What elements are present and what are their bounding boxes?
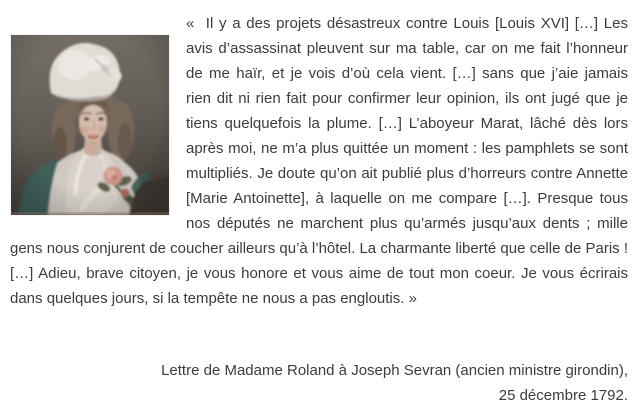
portrait-painting xyxy=(11,35,169,215)
attribution-date: 25 décembre 1792. xyxy=(498,387,628,404)
painting-vignette xyxy=(11,35,169,215)
attribution-source: Lettre de Madame Roland à Joseph Sevran (ancien ministre girondin), xyxy=(161,362,628,379)
canvas-bottom-edge xyxy=(11,212,169,215)
quote-text: « Il y a des projets désastreux contre Louis [Louis XVI] […] Les avis d’assassinat pleuvent sur ma table, car on me fait l’honneur de me haïr, et je vois d’où cela vient. […] sans que j’aie jamais rien dit ni rien fait pour confirmer leur opinion, ils ont jugé que je tiens quelquefois la plume. […] L’aboyeur Marat, lâché dès lors après moi, ne m’a plus quittée un moment : les pamphlets se sont multipliés. Je doute qu’on ait publié plus d’horreurs contre Annette [Marie Antoinette], à laquelle on me compare […]. Presque tous nos députés ne marchent plus qu’armés jusqu’aux dents ; mille gens nous conjurent de coucher ailleurs qu’à l’hôtel. La charmante liberté que celle de Paris ! […] Adieu, brave citoyen, je vous honore et vous aime de tout mon coeur. Je vous écrirais dans quelques jours, si la tempête ne nous a pas engloutis. » xyxy=(10,15,628,307)
portrait-image xyxy=(11,35,169,215)
attribution xyxy=(10,358,628,408)
